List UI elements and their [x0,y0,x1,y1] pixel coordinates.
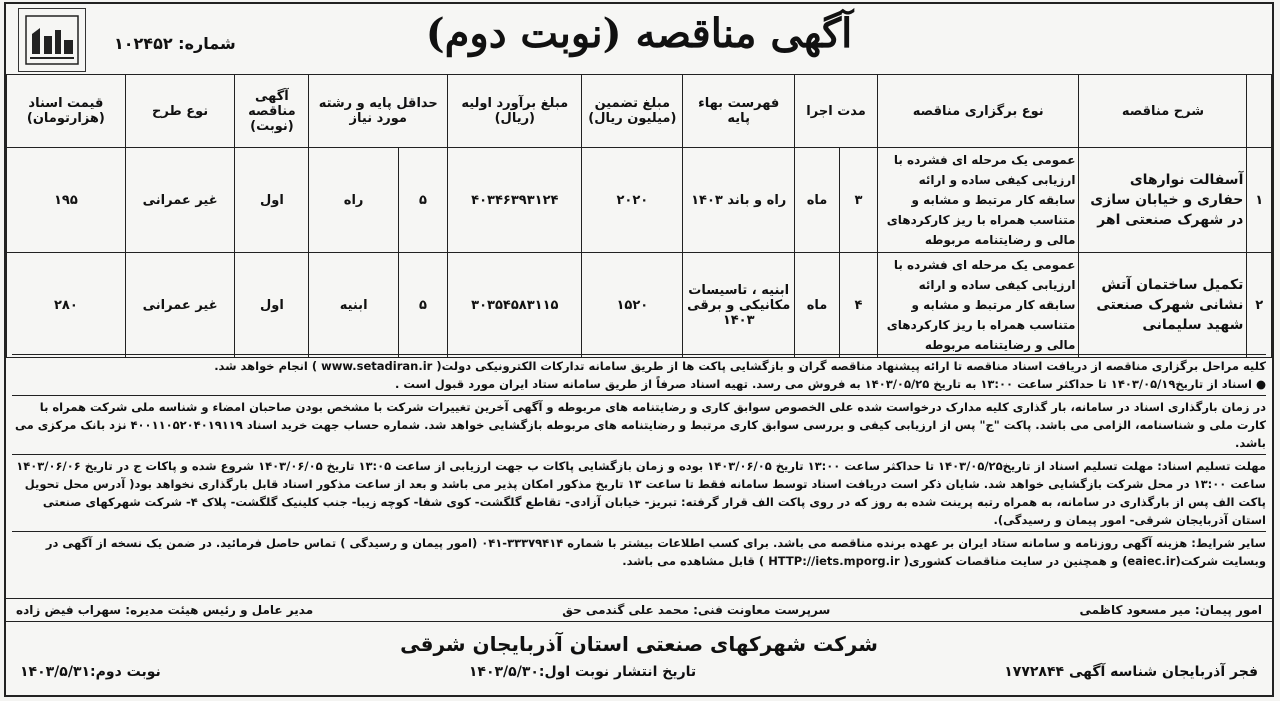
row-field: ابنیه [309,253,399,358]
table-row [7,148,1272,253]
row-guarantee: ۱۵۲۰ [582,253,683,358]
col-estimate: مبلغ برآورد اولیه (ریال) [448,75,582,148]
row-duration-unit: ماه [795,253,840,358]
col-doc-price: قیمت اسناد (هزارتومان) [7,75,126,148]
row-index: ۱ [1247,148,1272,253]
row-plan-type: غیر عمرانی [125,253,235,358]
row-type: عمومی یک مرحله ای فشرده با ارزیابی کیفی ساده و ارائه سابقه کار مرتبط و مشابه و متناسب همراه با ریز کارکردهای مالی و رضایتنامه مربوطه [877,148,1079,253]
row-type: عمومی یک مرحله ای فشرده با ارزیابی کیفی ساده و ارائه سابقه کار مرتبط و مشابه و متناسب همراه با ریز کارکردهای مالی و رضایتنامه مربوطه [877,253,1079,358]
notes-section [6,354,1272,572]
row-estimate: ۴۰۳۴۶۳۹۳۱۲۴ [448,148,582,253]
note-doc-sale: ● اسناد از تاریخ۱۴۰۳/۰۵/۱۹ تا حداکثر ساعت ۱۳:۰۰ به تاریخ ۱۴۰۳/۰۵/۲۵ به فروش می رسد. تهیه اسناد صرفاً از طریق سامانه ستاد ایران مورد قبول است . [395,377,1266,391]
header [6,4,1272,72]
note-deadline: مهلت تسلیم اسناد: مهلت تسلیم اسناد از تاریخ۱۴۰۳/۰۵/۲۵ تا حداکثر ساعت ۱۳:۰۰ تاریخ ۱۴۰۳/۰۶/۰۵ بوده و زمان بازگشایی پاکات ب جهت ارزیابی از ساعت ۱۳:۰۵ تاریخ ۱۴۰۳/۰۶/۰۵ شروع شده و پاکات ج در تاریخ ۱۴۰۳/۰۶/۰۶ ساعت ۱۳:۰۰ در محل شرکت بازگشایی خواهد شد. شایان ذکر است دریافت اسناد توسط سامانه فقط تا ساعت ۱۳ تاریخ مذکور امکان پذیر می باشد و بعد از ساعت مذکور اسناد قابل بارگذاری نخواهد بود( آدرس محل تحویل پاکت الف پس از بارگذاری در سامانه، به همراه رتبه پرینت شده به روز که در روی پاکت الف قرار گرفته: تبریز- خیابان آزادی- تقاطع گلگشت- کوی شفا- کوچه زیبا- جنب کلینیک گلگشت- پلاک ۴- شرکت شهرکهای صنعتی استان آذربایجان شرقی- امور پیمان و رسیدگی). [12,454,1266,531]
row-duration-number: ۳ [839,148,877,253]
row-doc-price: ۲۸۰ [7,253,126,358]
company-name: شرکت شهرکهای صنعتی استان آذربایجان شرقی [400,632,878,656]
page-title: آگهی مناقصه (نوبت دوم) [425,10,853,57]
note-upload: در زمان بارگذاری اسناد در سامانه، بار گذاری کلیه مدارک درخواست شده علی الخصوص سوابق کاری و رضایتنامه های مربوطه و آگهی آخرین تغییرات شرکت با مشخص بودن صاحبان امضاء و شناسه ملی شرکت همراه با کارت ملی و شناسنامه، الزامی می باشد. پاکت "ج" پس از ارزیابی کیفی و بررسی سوابق کاری مرتبط و رضایتنامه های مربوطه بازگشایی خواهد شد. شماره حساب جهت خرید اسناد ۴۰۰۱۱۰۵۲۰۴۰۱۹۱۱۹ نزد بانک مرکزی می باشد. [12,395,1266,454]
row-round: اول [235,148,309,253]
advertisement-frame [4,2,1274,697]
row-duration-number: ۴ [839,253,877,358]
row-price-list: ابنیه ، تاسیسات مکانیکی و برقی ۱۴۰۳ [683,253,795,358]
col-grade: حداقل پایه و رشته مورد نیاز [309,75,448,148]
row-desc: آسفالت نوارهای حفاری و خیابان سازی در شهرک صنعتی اهر [1079,148,1247,253]
table-row [7,253,1272,358]
row-estimate: ۳۰۳۵۴۵۸۳۱۱۵ [448,253,582,358]
col-index [1247,75,1272,148]
row-grade: ۵ [398,253,447,358]
row-price-list: راه و باند ۱۴۰۳ [683,148,795,253]
row-round: اول [235,253,309,358]
company-logo-icon [18,8,86,72]
signature-technical: سرپرست معاونت فنی: محمد علی گندمی حق [562,603,831,617]
note-other-terms: سایر شرایط: هزینه آگهی روزنامه و سامانه ستاد ایران بر عهده برنده مناقصه می باشد. برای کسب اطلاعات بیشتر با شماره ۳۳۳۷۹۴۱۴-۰۴۱ (امور پیمان و رسیدگی ) تماس حاصل فرمائید. در ضمن یک نسخه از آگهی در وبسایت شرکت(eaiec.ir) و همچنین در سایت مناقصات کشوری( HTTP://iets.mporg.ir ) قابل مشاهده می باشد. [12,531,1266,572]
signature-contracts: امور پیمان: میر مسعود کاظمی [1079,603,1262,617]
second-publish-date: نوبت دوم:۱۴۰۳/۵/۳۱ [20,664,161,680]
tender-table [6,74,1272,358]
row-plan-type: غیر عمرانی [125,148,235,253]
table-header-row [7,75,1272,148]
footer [6,664,1272,680]
row-desc: تکمیل ساختمان آتش نشانی شهرک صنعتی شهید سلیمانی [1079,253,1247,358]
signature-ceo: مدیر عامل و رئیس هیئت مدیره: سهراب فیض زاده [16,603,314,617]
row-field: راه [309,148,399,253]
row-guarantee: ۲۰۲۰ [582,148,683,253]
signatures-row [6,598,1272,622]
ad-number: شماره: ۱۰۲۴۵۲ [114,34,236,53]
col-type: نوع برگزاری مناقصه [877,75,1079,148]
col-guarantee: مبلغ تضمین (میلیون ریال) [582,75,683,148]
row-duration-unit: ماه [795,148,840,253]
row-index: ۲ [1247,253,1272,358]
row-doc-price: ۱۹۵ [7,148,126,253]
note-process-text: کلیه مراحل برگزاری مناقصه از دریافت اسناد مناقصه تا ارائه پیشنهاد مناقصه گران و بازگشایی پاکت ها از طریق سامانه تدارکات الکترونیکی دولت( www.setadiran.ir ) انجام خواهد شد. [214,359,1266,373]
col-round: آگهی مناقصه (نوبت) [235,75,309,148]
first-publish-date: تاریخ انتشار نوبت اول:۱۴۰۳/۵/۳۰ [468,664,697,680]
col-duration: مدت اجرا [795,75,878,148]
row-grade: ۵ [398,148,447,253]
col-price-list: فهرست بهاء پایه [683,75,795,148]
col-desc: شرح مناقصه [1079,75,1247,148]
newspaper-id: فجر آذربایجان شناسه آگهی ۱۷۷۲۸۴۴ [1004,664,1258,680]
note-process [12,354,1266,395]
col-plan-type: نوع طرح [125,75,235,148]
